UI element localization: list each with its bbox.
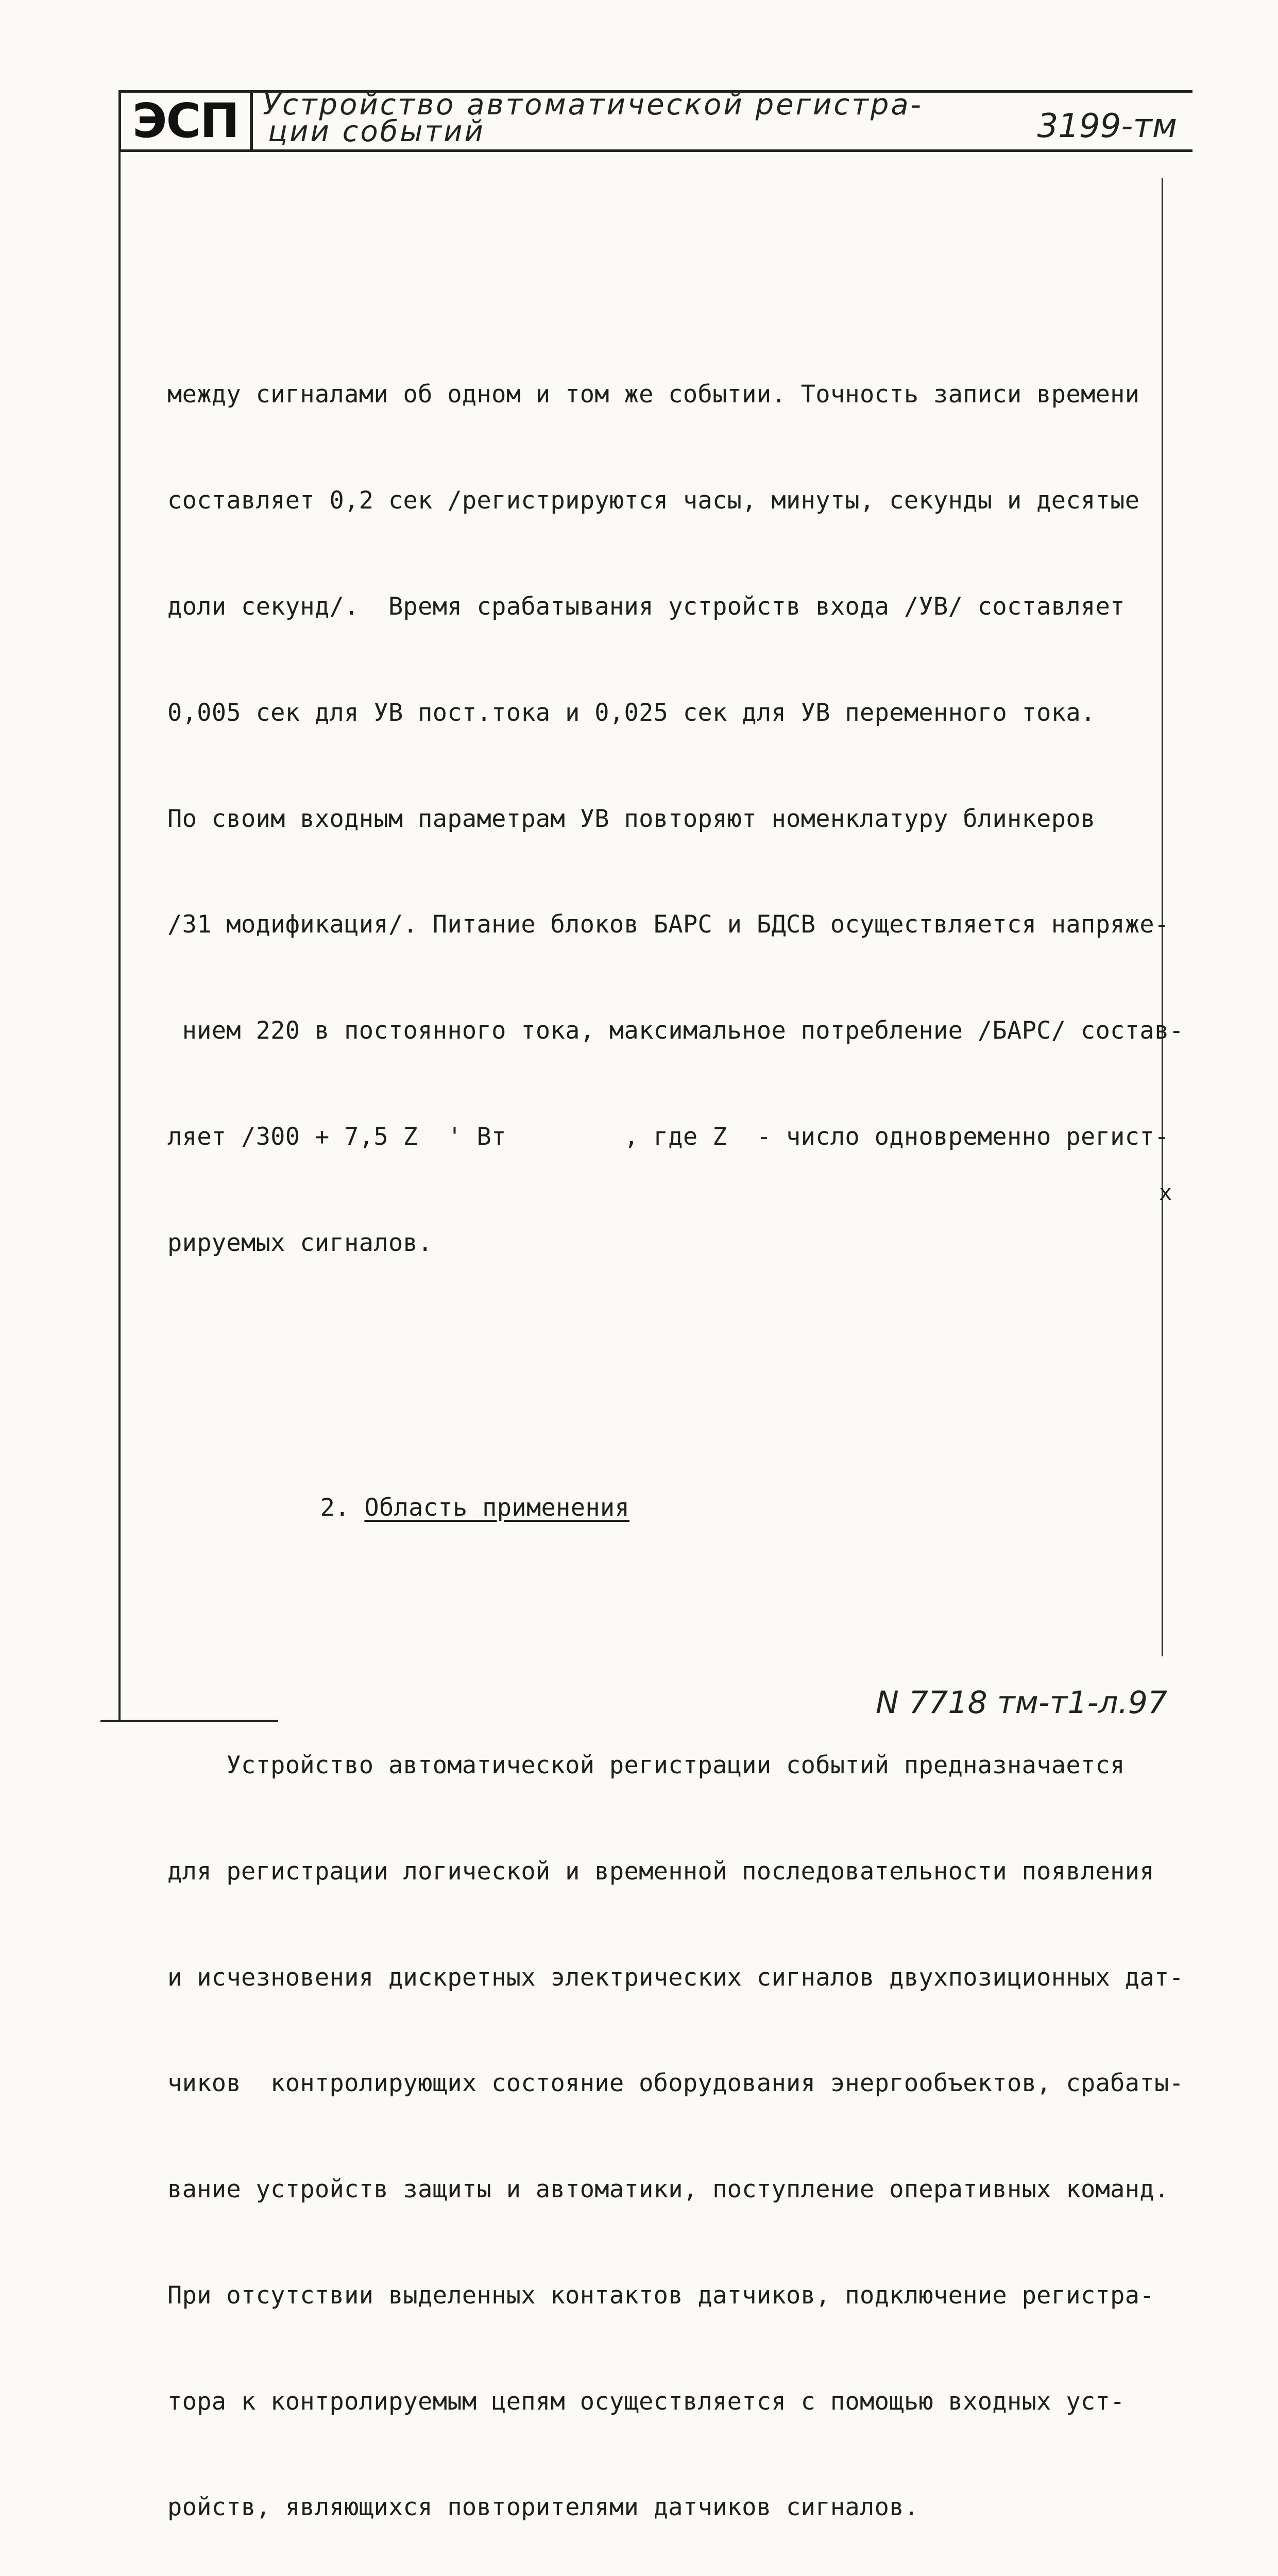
section-2-number: 2.: [320, 1493, 365, 1522]
text-line: доли секунд/. Время срабатывания устройств входа /УВ/ составляет: [167, 592, 1125, 621]
text-line: При отсутствии выделенных контактов датчиков, подключение регистра-: [167, 2281, 1154, 2310]
text-line: вание устройств защиты и автоматики, поступление оперативных команд.: [167, 2175, 1169, 2204]
document-body: [167, 236, 1184, 2576]
text-line: чиков контролирующих состояние оборудования энергообъектов, срабаты-: [167, 2069, 1184, 2098]
section-2-title: Область применения: [364, 1493, 630, 1522]
text-line: 0,005 сек для УВ пост.тока и 0,025 сек для УВ переменного тока.: [167, 698, 1096, 727]
margin-character: х: [1159, 1180, 1172, 1205]
document-title-line-2: ции событий: [268, 115, 485, 148]
intro-paragraph: [167, 307, 1184, 1331]
text-line: нием 220 в постоянного тока, максимальное потребление /БАРС/ состав-: [167, 1016, 1184, 1045]
document-title-line-1: Устройство автоматической регистра-: [263, 88, 923, 122]
text-line: По своим входным параметрам УВ повторяют номенклатуру блинкеров: [167, 804, 1096, 833]
archive-reference-note: N 7718 тм-т1-л.97: [876, 1685, 1168, 1721]
document-code: 3199-тм: [1037, 107, 1177, 145]
document-header-stamp: [118, 90, 1192, 152]
text-line: и исчезновения дискретных электрических сигналов двухпозиционных дат-: [167, 1963, 1184, 1992]
document-title: [263, 88, 984, 148]
text-line: между сигналами об одном и том же событии. Точность записи времени: [167, 380, 1140, 409]
organization-logo: ЭСП: [121, 93, 253, 149]
text-line: /31 модификация/. Питание блоков БАРС и БДСВ осуществляется напряже-: [167, 910, 1169, 939]
text-line: составляет 0,2 сек /регистрируются часы, минуты, секунды и десятые: [167, 486, 1140, 515]
text-line: ройств, являющихся повторителями датчиков сигналов.: [167, 2493, 919, 2522]
text-line: для регистрации логической и временной последовательности появления: [167, 1857, 1154, 1886]
section-2-paragraph: [167, 1677, 1184, 2576]
text-line: рируемых сигналов.: [167, 1228, 433, 1257]
text-line: тора к контролируемым цепям осуществляется с помощью входных уст-: [167, 2387, 1125, 2416]
section-2-heading: [167, 1455, 1172, 1561]
left-margin-rule: [118, 144, 121, 1721]
text-line: Устройство автоматической регистрации событий предназначается: [167, 1751, 1125, 1780]
text-line: ляет /300 + 7,5 Z ' Вт , где Z - число одновременно регист-: [167, 1122, 1169, 1151]
